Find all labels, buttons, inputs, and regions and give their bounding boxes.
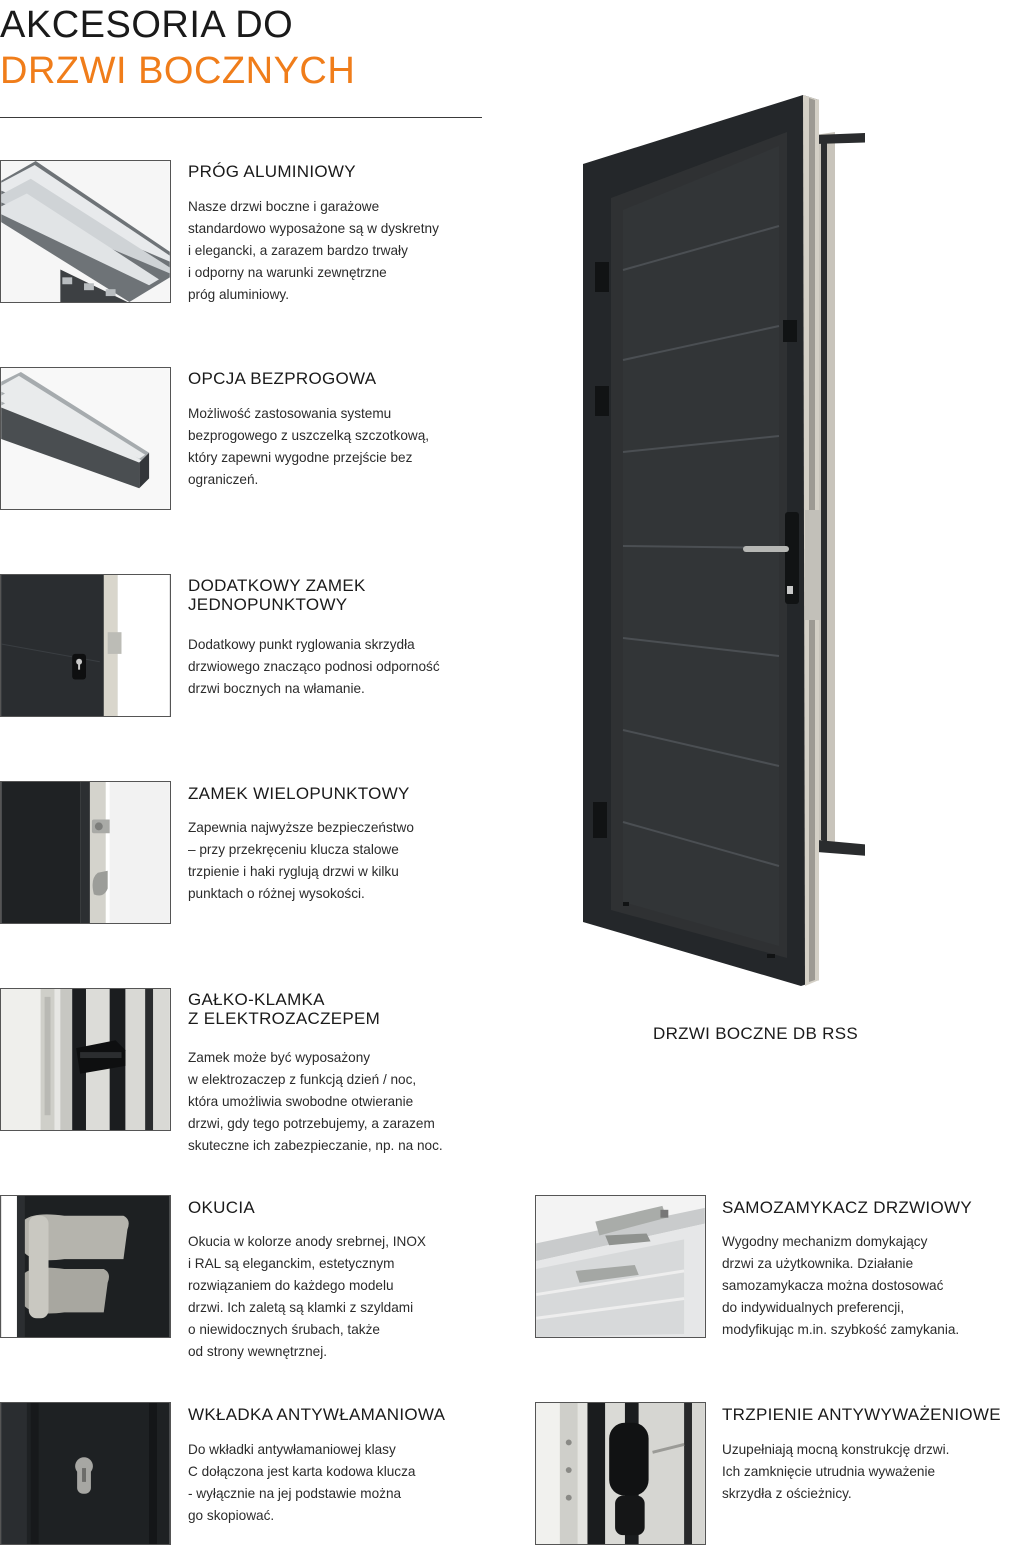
description-line: Zapewnia najwyższe bezpieczeństwo	[188, 820, 414, 835]
description-line: do indywidualnych preferencji,	[722, 1300, 905, 1315]
description-line: modyfikując m.in. szybkość zamykania.	[722, 1322, 960, 1337]
item-description	[188, 1047, 443, 1157]
description-line: i odporny na warunki zewnętrzne	[188, 265, 387, 280]
item-description	[188, 817, 414, 905]
item-description	[188, 196, 439, 306]
description-line: Ich zamknięcie utrudnia wyważenie	[722, 1464, 936, 1479]
description-line: C dołączona jest karta kodowa klucza	[188, 1464, 416, 1479]
hinge-fittings-image	[0, 1195, 171, 1338]
side-door-db-rss-image	[565, 90, 865, 1005]
page-title-line1: AKCESORIA DO	[0, 4, 294, 46]
description-line: próg aluminiowy.	[188, 287, 289, 302]
description-line: Zamek może być wyposażony	[188, 1050, 371, 1065]
description-line: drzwi, gdy tego potrzebujemy, a zarazem	[188, 1116, 435, 1131]
item-title: SAMOZAMYKACZ DRZWIOWY	[722, 1198, 972, 1217]
description-line: bezprogowego z uszczelką szczotkową,	[188, 428, 430, 443]
product-caption: DRZWI BOCZNE DB RSS	[653, 1024, 858, 1043]
page-title	[0, 2, 355, 94]
page-title-line2: DRZWI BOCZNYCH	[0, 50, 356, 92]
item-title: OKUCIA	[188, 1198, 255, 1217]
item-title-line: JEDNOPUNKTOWY	[188, 595, 348, 614]
description-line: drzwi. Ich zaletą są klamki z szyldami	[188, 1300, 414, 1315]
item-title	[188, 576, 366, 614]
description-line: go skopiować.	[188, 1508, 275, 1523]
description-line: ograniczeń.	[188, 472, 259, 487]
anti-burglary-cylinder-image	[0, 1402, 171, 1545]
description-line: o niewidocznych śrubach, także	[188, 1322, 380, 1337]
anti-lift-pins-image	[535, 1402, 706, 1545]
item-title-line: DODATKOWY ZAMEK	[188, 576, 366, 595]
description-line: samozamykacza można dostosować	[722, 1278, 944, 1293]
item-title: OPCJA BEZPROGOWA	[188, 369, 377, 388]
item-title	[188, 990, 380, 1028]
description-line: która umożliwia swobodne otwieranie	[188, 1094, 414, 1109]
description-line: standardowo wyposażone są w dyskretny	[188, 221, 439, 236]
item-title-line: Z ELEKTROZACZEPEM	[188, 1009, 381, 1028]
description-line: Dodatkowy punkt ryglowania skrzydła	[188, 637, 415, 652]
description-line: Okucia w kolorze anody srebrnej, INOX	[188, 1234, 426, 1249]
description-line: Do wkładki antywłamaniowej klasy	[188, 1442, 396, 1457]
description-line: - wyłącznie na jej podstawie można	[188, 1486, 402, 1501]
description-line: drzwi za użytkownika. Działanie	[722, 1256, 914, 1271]
knob-handle-electric-strike-image	[0, 988, 171, 1131]
threshold-free-seal-image	[0, 367, 171, 510]
item-description	[722, 1231, 959, 1341]
description-line: Wygodny mechanizm domykający	[722, 1234, 928, 1249]
item-description	[188, 403, 429, 491]
description-line: od strony wewnętrznej.	[188, 1344, 328, 1359]
door-closer-image	[535, 1195, 706, 1338]
description-line: drzwi bocznych na włamanie.	[188, 681, 365, 696]
description-line: skuteczne ich zabezpieczanie, np. na noc.	[188, 1138, 443, 1153]
description-line: skrzydła z ościeżnicy.	[722, 1486, 852, 1501]
description-line: Nasze drzwi boczne i garażowe	[188, 199, 380, 214]
item-title: TRZPIENIE ANTYWYWAŻENIOWE	[722, 1405, 1001, 1424]
item-description	[188, 1439, 415, 1527]
description-line: rozwiązaniem do każdego modelu	[188, 1278, 394, 1293]
description-line: punktach o różnej wysokości.	[188, 886, 365, 901]
description-line: – przy przekręceniu klucza stalowe	[188, 842, 399, 857]
item-description	[188, 634, 440, 700]
description-line: który zapewni wygodne przejście bez	[188, 450, 413, 465]
item-title: PRÓG ALUMINIOWY	[188, 162, 356, 181]
aluminium-threshold-image	[0, 160, 171, 303]
item-description	[188, 1231, 426, 1363]
item-description	[722, 1439, 949, 1505]
description-line: i RAL są eleganckim, estetycznym	[188, 1256, 395, 1271]
description-line: Możliwość zastosowania systemu	[188, 406, 392, 421]
single-point-lock-image	[0, 574, 171, 717]
description-line: trzpienie i haki ryglują drzwi w kilku	[188, 864, 399, 879]
description-line: w elektrozaczep z funkcją dzień / noc,	[188, 1072, 417, 1087]
item-title: ZAMEK WIELOPUNKTOWY	[188, 784, 410, 803]
item-title: WKŁADKA ANTYWŁAMANIOWA	[188, 1405, 446, 1424]
description-line: Uzupełniają mocną konstrukcję drzwi.	[722, 1442, 950, 1457]
multipoint-lock-image	[0, 781, 171, 924]
description-line: i elegancki, a zarazem bardzo trwały	[188, 243, 408, 258]
item-title-line: GAŁKO-KLAMKA	[188, 990, 325, 1009]
description-line: drzwiowego znacząco podnosi odporność	[188, 659, 440, 674]
title-divider	[0, 117, 482, 118]
